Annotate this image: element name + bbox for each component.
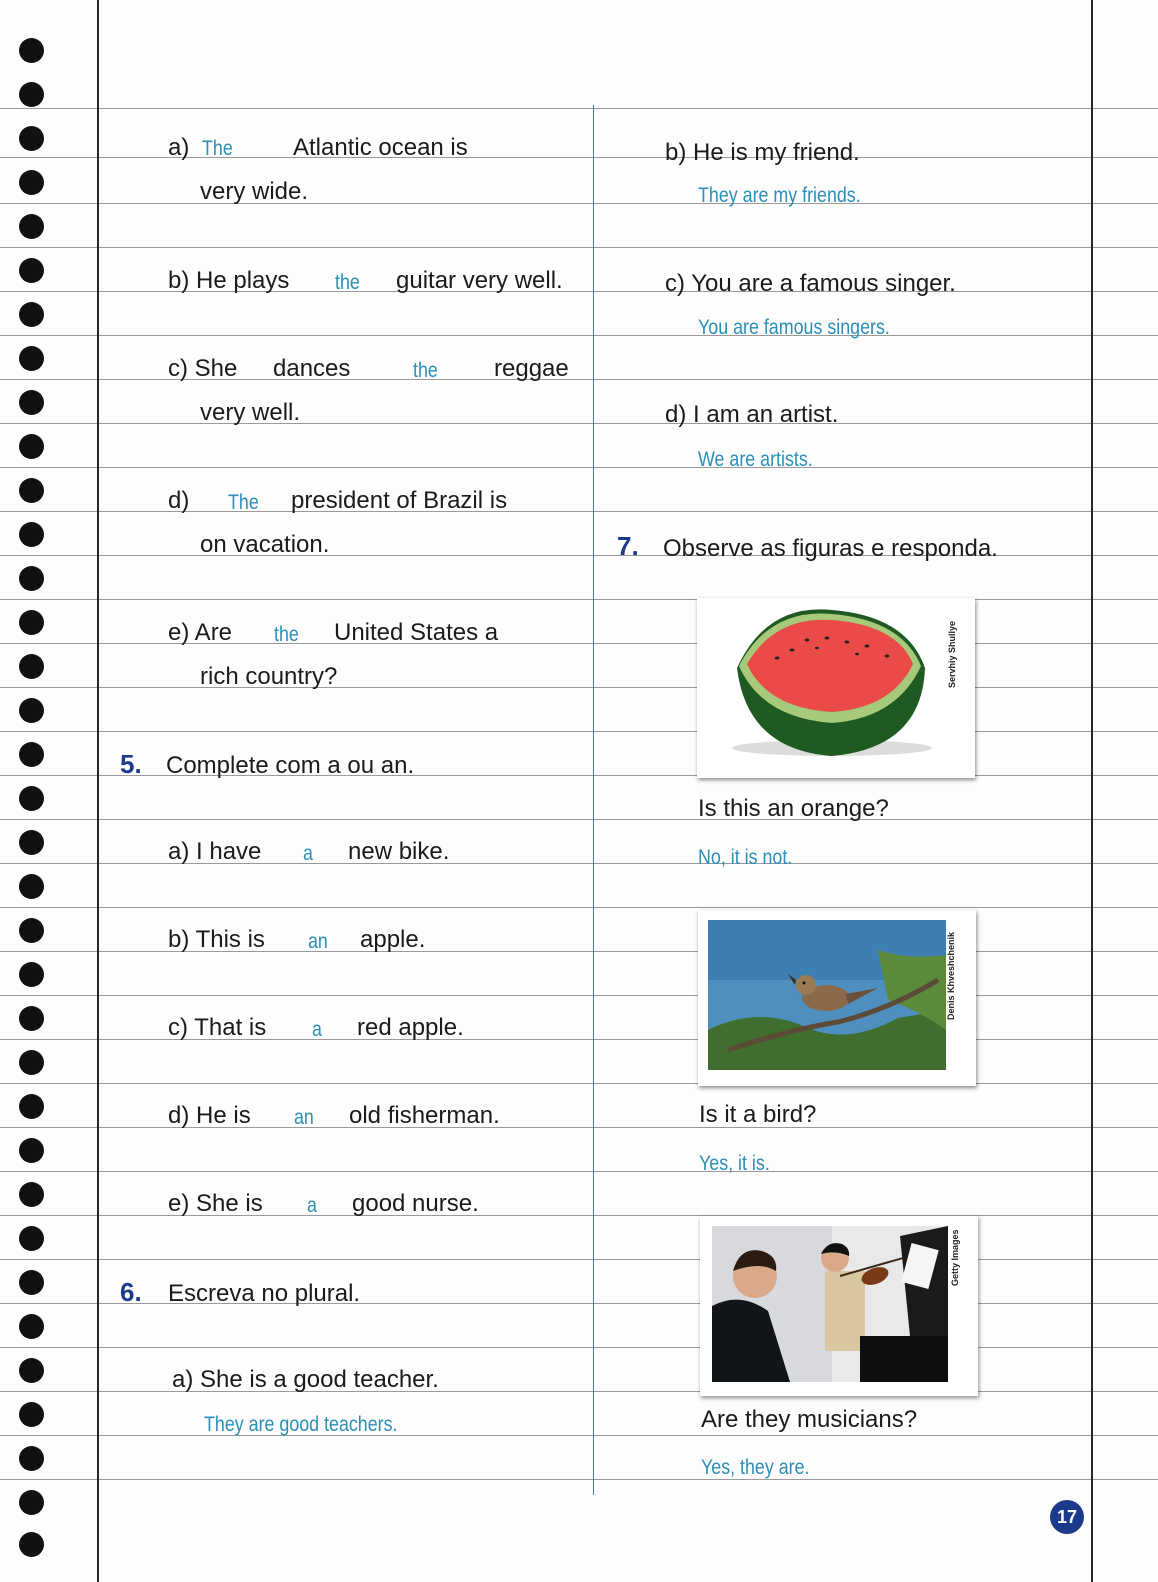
binder-hole	[19, 1138, 44, 1163]
binder-hole	[19, 1358, 44, 1383]
item-label: d)	[168, 487, 190, 514]
ruled-line	[0, 819, 1158, 820]
watermelon-photo	[697, 598, 975, 778]
item-text: president of Brazil is	[291, 487, 508, 514]
musicians-image	[700, 1216, 978, 1396]
ruled-line	[0, 687, 1158, 688]
photo-credit: Servhiy Shullye	[947, 620, 957, 688]
answer-text: You are famous singers.	[698, 316, 890, 339]
answer-text: an	[294, 1106, 314, 1129]
item-text: c) That is	[168, 1014, 267, 1041]
binder-hole	[19, 1270, 44, 1295]
binder-hole	[19, 1050, 44, 1075]
binder-hole	[19, 786, 44, 811]
item-text: e) She is	[168, 1190, 263, 1217]
answer-text: the	[413, 359, 438, 382]
answer-text: They are my friends.	[698, 184, 861, 207]
item-text: d) He is	[168, 1102, 251, 1129]
left-margin-line	[97, 0, 99, 1582]
bird-photo	[698, 910, 976, 1086]
item-text: very well.	[200, 399, 301, 426]
exercise-title: Observe as figuras e responda.	[663, 535, 998, 562]
photo-credit: Getty Images	[950, 1229, 960, 1286]
ruled-line	[0, 247, 1158, 248]
photo-credit: Denis Khveshchenik	[946, 931, 956, 1020]
ruled-line	[0, 1435, 1158, 1436]
page-number-badge: 17	[1050, 1500, 1084, 1534]
binder-hole	[19, 82, 44, 107]
binder-hole	[19, 126, 44, 151]
binder-hole	[19, 698, 44, 723]
item-text: d) I am an artist.	[665, 401, 839, 428]
item-text: b) He is my friend.	[665, 139, 860, 166]
exercise-title: Complete com a ou an.	[166, 752, 415, 779]
binder-hole	[19, 434, 44, 459]
binder-hole	[19, 346, 44, 371]
item-text: on vacation.	[200, 531, 330, 558]
item-text: very wide.	[200, 178, 309, 205]
answer-text: a	[312, 1018, 322, 1041]
item-text: Is it a bird?	[699, 1101, 817, 1128]
binder-hole	[19, 1094, 44, 1119]
item-text: Is this an orange?	[698, 795, 889, 822]
answer-text: We are artists.	[698, 448, 813, 471]
binder-hole	[19, 478, 44, 503]
ruled-line	[0, 203, 1158, 204]
answer-text: The	[202, 137, 233, 160]
ruled-line	[0, 995, 1158, 996]
answer-text: the	[335, 271, 360, 294]
ruled-line	[0, 599, 1158, 600]
watermelon-image	[697, 598, 975, 778]
item-text: e) Are	[168, 619, 233, 646]
binder-hole	[19, 302, 44, 327]
right-margin-line	[1091, 0, 1093, 1582]
ruled-line	[0, 1347, 1158, 1348]
binder-hole	[19, 610, 44, 635]
answer-text: No, it is not.	[698, 846, 793, 869]
item-text: Atlantic ocean is	[293, 134, 468, 161]
binder-hole	[19, 170, 44, 195]
answer-text: a	[307, 1194, 317, 1217]
item-text: c) She	[168, 355, 238, 382]
ruled-line	[0, 1259, 1158, 1260]
item-text: United States a	[334, 619, 499, 646]
ruled-line	[0, 731, 1158, 732]
binder-hole	[19, 742, 44, 767]
binder-hole	[19, 258, 44, 283]
exercise-number: 5.	[120, 749, 142, 779]
item-label: a)	[168, 134, 190, 161]
ruled-line	[0, 423, 1158, 424]
binder-hole	[19, 1532, 44, 1557]
item-text: old fisherman.	[349, 1102, 500, 1129]
item-text: apple.	[360, 926, 426, 953]
item-text: b) This is	[168, 926, 265, 953]
binder-hole	[19, 1490, 44, 1515]
binder-hole	[19, 874, 44, 899]
exercise-number: 7.	[617, 531, 639, 561]
binder-hole	[19, 566, 44, 591]
binder-hole	[19, 962, 44, 987]
binder-hole	[19, 1006, 44, 1031]
item-text: b) He plays	[168, 267, 290, 294]
binder-hole	[19, 522, 44, 547]
column-divider	[593, 105, 594, 1495]
item-text: a) She is a good teacher.	[172, 1366, 439, 1393]
ruled-line	[0, 1171, 1158, 1172]
binder-hole	[19, 830, 44, 855]
exercise-number: 6.	[120, 1277, 142, 1307]
item-text: dances	[273, 355, 351, 382]
musicians-photo	[700, 1216, 978, 1396]
item-text: c) You are a famous singer.	[665, 270, 956, 297]
exercise-title: Escreva no plural.	[168, 1280, 361, 1307]
item-text: a) I have	[168, 838, 262, 865]
item-text: good nurse.	[352, 1190, 479, 1217]
ruled-line	[0, 907, 1158, 908]
binder-hole	[19, 654, 44, 679]
binder-hole	[19, 1446, 44, 1471]
ruled-line	[0, 108, 1158, 109]
binder-hole	[19, 1314, 44, 1339]
binder-hole	[19, 214, 44, 239]
bird-image	[698, 910, 976, 1086]
binder-hole	[19, 390, 44, 415]
answer-text: a	[303, 842, 313, 865]
binder-hole	[19, 1182, 44, 1207]
item-text: guitar very well.	[396, 267, 563, 294]
binder-hole	[19, 1226, 44, 1251]
item-text: red apple.	[357, 1014, 464, 1041]
ruled-line	[0, 335, 1158, 336]
binder-hole	[19, 1402, 44, 1427]
binder-hole	[19, 38, 44, 63]
ruled-line	[0, 1083, 1158, 1084]
item-text: reggae	[494, 355, 569, 382]
item-text: rich country?	[200, 663, 338, 690]
answer-text: the	[274, 623, 299, 646]
ruled-line	[0, 1479, 1158, 1480]
answer-text: Yes, it is.	[699, 1152, 770, 1175]
ruled-line	[0, 467, 1158, 468]
item-text: new bike.	[348, 838, 450, 865]
answer-text: Yes, they are.	[701, 1456, 810, 1479]
binder-hole	[19, 918, 44, 943]
answer-text: an	[308, 930, 328, 953]
answer-text: The	[228, 491, 259, 514]
item-text: Are they musicians?	[701, 1406, 918, 1433]
answer-text: They are good teachers.	[204, 1413, 398, 1436]
